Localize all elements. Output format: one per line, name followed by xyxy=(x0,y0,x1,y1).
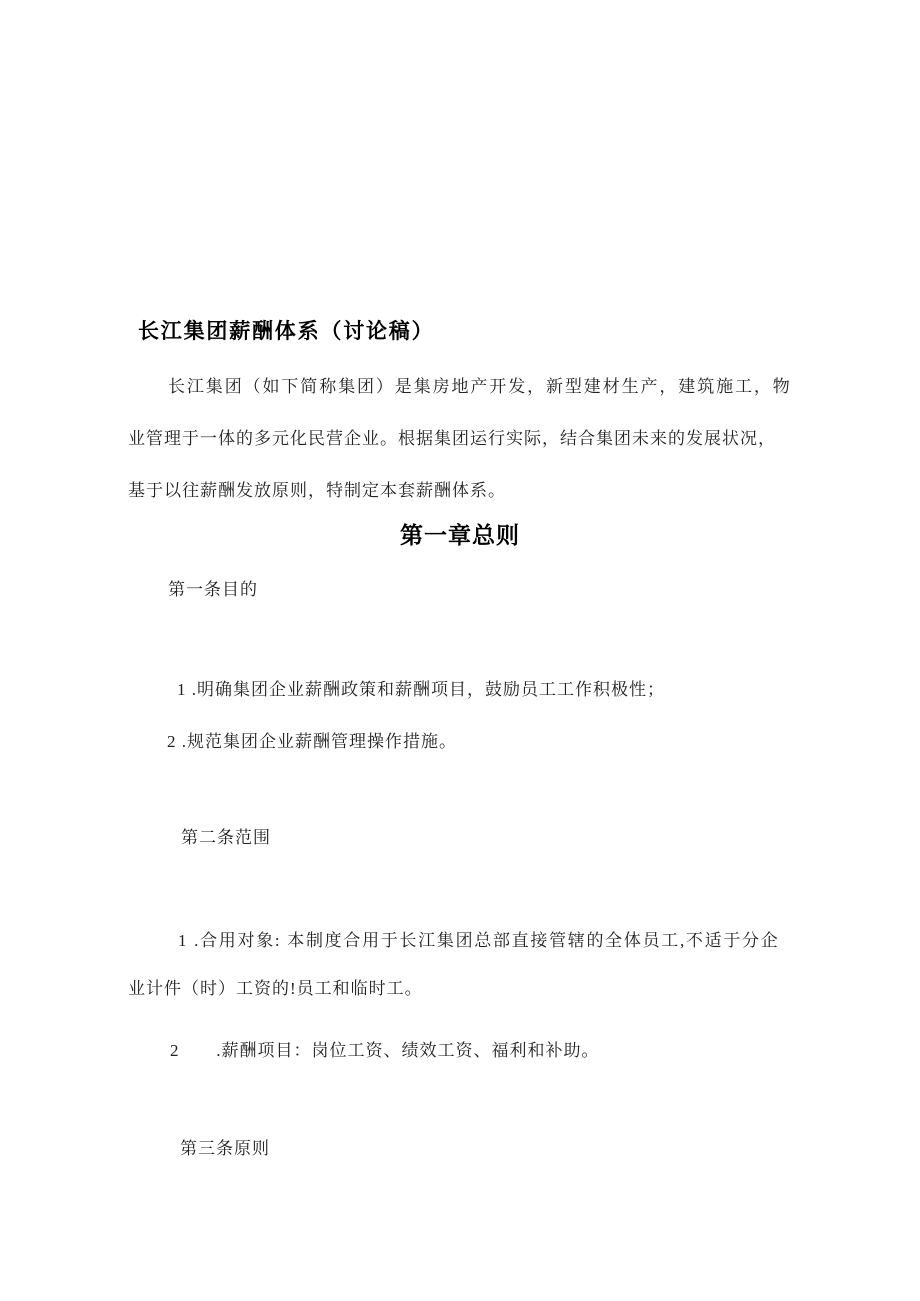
article-1-item-1: 1 .明确集团企业薪酬政策和薪酬项目，鼓励员工工作积极性； xyxy=(177,680,665,699)
chapter-1-heading: 第一章总则 xyxy=(400,522,520,548)
article-1-heading: 第一条目的 xyxy=(168,580,258,599)
article-2-item-1-line-2: 业计件（时）工资的!员工和临时工。 xyxy=(128,979,423,998)
article-2-heading: 第二条范围 xyxy=(181,828,271,847)
document-title: 长江集团薪酬体系（讨论稿） xyxy=(138,320,435,343)
intro-paragraph-line-2: 业管理于一体的多元化民营企业。根据集团运行实际，结合集团未来的发展状况， xyxy=(128,429,776,448)
article-2-item-1-line-1: 1 .合用对象: 本制度合用于长江集团总部直接管辖的全体员工,不适于分企 xyxy=(178,931,780,950)
intro-paragraph-line-1: 长江集团（如下简称集团）是集房地产开发，新型建材生产，建筑施工，物 xyxy=(168,377,792,396)
article-1-item-2: 2 .规范集团企业薪酬管理操作措施。 xyxy=(167,732,457,751)
intro-paragraph-line-3: 基于以往薪酬发放原则，特制定本套薪酬体系。 xyxy=(128,481,506,500)
article-2-item-2: 2 .薪酬项目：岗位工资、绩效工资、福利和补助。 xyxy=(170,1041,600,1060)
article-3-heading: 第三条原则 xyxy=(180,1139,270,1158)
